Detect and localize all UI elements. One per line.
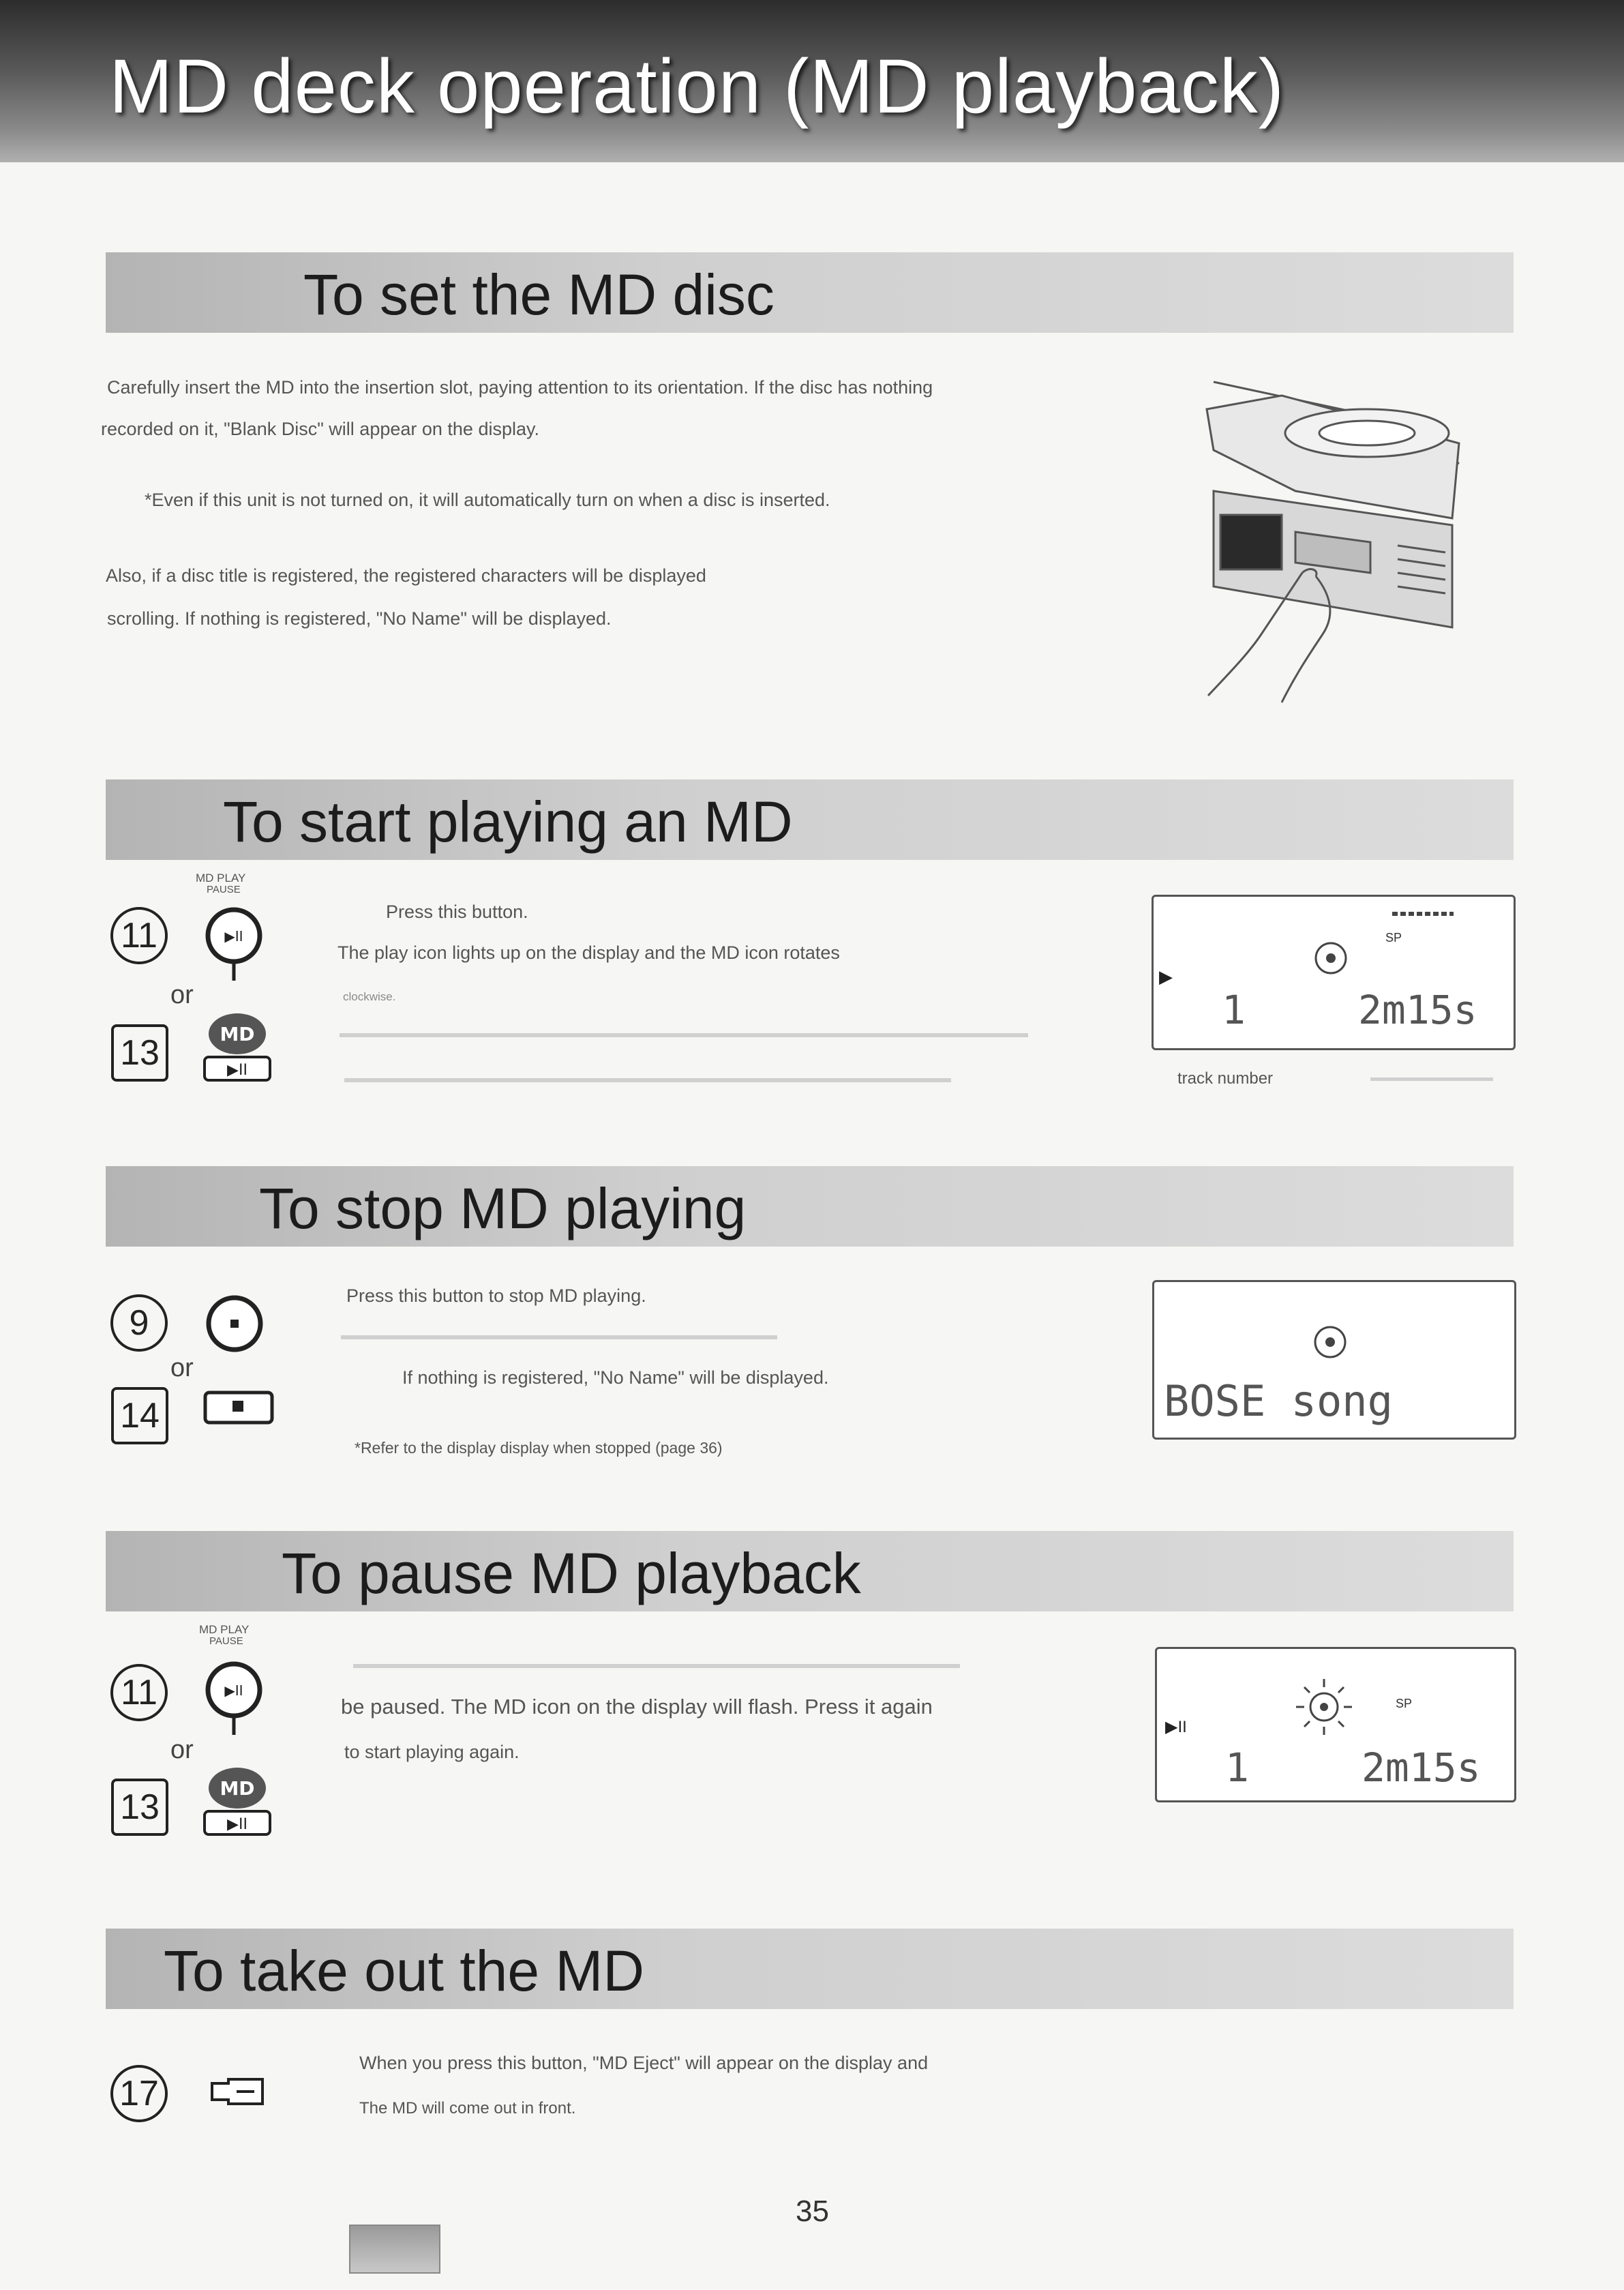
set-disc-text-2: recorded on it, "Blank Disc" will appear on the display.: [101, 419, 539, 439]
ref-number-13: 13: [111, 1024, 168, 1082]
lcd-time: 2m15s: [1362, 1744, 1481, 1791]
section-header-stop: [106, 1166, 1514, 1247]
section-header-eject: [106, 1929, 1514, 2009]
svg-text:▶II: ▶II: [227, 1062, 247, 1079]
ref-number-11: 11: [110, 1664, 168, 1721]
start-text-1: Press this button.: [386, 902, 528, 922]
page-number: 35: [796, 2195, 829, 2228]
section-header-pause: [106, 1531, 1514, 1611]
start-text-2: The play icon lights up on the display and the MD icon rotates: [337, 942, 840, 963]
md-play-pause-button-icon[interactable]: [201, 1659, 267, 1740]
ref-number-13: 13: [111, 1779, 168, 1836]
track-number-caption: track number: [1177, 1069, 1274, 1088]
md-disc-icon: [1310, 938, 1351, 979]
section-heading: To start playing an MD: [223, 790, 793, 854]
lcd-time: 2m15s: [1358, 987, 1477, 1033]
start-text-3: clockwise.: [343, 990, 396, 1003]
section-heading: To take out the MD: [164, 1939, 645, 2003]
illegible-caption: [1370, 1077, 1493, 1081]
remote-md-play-button-icon[interactable]: [199, 1764, 275, 1840]
lcd-disc-title: BOSE song: [1164, 1376, 1393, 1426]
sp-mode-label: SP: [1396, 1697, 1413, 1710]
flashing-md-disc-icon: [1293, 1676, 1355, 1738]
section-header-set-disc: [106, 252, 1514, 333]
section-header-start: [106, 779, 1514, 860]
ref-number-17: 17: [110, 2065, 168, 2122]
remote-stop-button-icon[interactable]: [201, 1387, 276, 1428]
eject-button-icon[interactable]: [208, 2077, 267, 2107]
ref-number-9: 9: [110, 1294, 168, 1352]
pause-text-2: be paused. The MD icon on the display will flash. Press it again: [341, 1695, 933, 1719]
or-label: or: [170, 1736, 194, 1764]
illegible-line: [353, 1664, 960, 1668]
eject-text-1: When you press this button, "MD Eject" will appear on the display and: [359, 2053, 929, 2073]
md-disc-icon: [1310, 1322, 1351, 1363]
play-indicator-icon: ▶: [1159, 966, 1173, 987]
lcd-track-number: 1: [1222, 987, 1246, 1033]
footer-thumbnail: [349, 2225, 440, 2274]
pause-label: PAUSE: [209, 1635, 243, 1647]
md-insert-illustration: [1200, 368, 1473, 709]
lcd-display-paused: [1155, 1647, 1516, 1802]
illegible-line: [344, 1078, 951, 1082]
svg-text:MD: MD: [220, 1777, 255, 1800]
or-label: or: [170, 1354, 194, 1382]
title-banner: [0, 0, 1624, 162]
svg-text:MD: MD: [220, 1023, 255, 1045]
svg-text:▶II: ▶II: [224, 1682, 243, 1699]
pause-indicator-icon: ▶II: [1165, 1718, 1187, 1736]
level-meter: [1392, 912, 1454, 916]
set-disc-note: *Even if this unit is not turned on, it will automatically turn on when a disc is inserted.: [145, 490, 830, 510]
svg-text:▶II: ▶II: [224, 928, 243, 945]
section-heading: To set the MD disc: [303, 263, 775, 327]
lcd-display-playing: [1152, 895, 1516, 1050]
set-disc-text-1: Carefully insert the MD into the insertion slot, paying attention to its orientation. If the disc has nothing: [107, 377, 933, 398]
lcd-display-stopped: [1152, 1280, 1516, 1440]
md-play-label: MD PLAY: [196, 872, 246, 884]
pause-text-3: to start playing again.: [344, 1742, 520, 1762]
svg-text:▶II: ▶II: [227, 1816, 247, 1833]
set-disc-text-3: Also, if a disc title is registered, the registered characters will be displayed: [106, 565, 706, 586]
or-label: or: [170, 981, 194, 1009]
stop-button-icon[interactable]: [203, 1292, 266, 1355]
lcd-track-number: 1: [1225, 1744, 1249, 1791]
stop-text-1: Press this button to stop MD playing.: [346, 1285, 646, 1306]
section-heading: To pause MD playback: [282, 1541, 861, 1605]
md-play-label: MD PLAY: [199, 1623, 250, 1636]
remote-md-play-button-icon[interactable]: [199, 1009, 275, 1086]
sp-mode-label: SP: [1385, 931, 1402, 945]
pause-label: PAUSE: [207, 884, 241, 895]
stop-note: *Refer to the display display when stopped (page 36): [355, 1439, 723, 1457]
section-heading: To stop MD playing: [259, 1176, 747, 1240]
ref-number-14: 14: [111, 1387, 168, 1444]
page-title: MD deck operation (MD playback): [109, 44, 1285, 129]
set-disc-text-4: scrolling. If nothing is registered, "No Name" will be displayed.: [107, 608, 612, 629]
ref-number-11: 11: [110, 907, 168, 964]
eject-text-2: The MD will come out in front.: [359, 2099, 576, 2117]
stop-text-3: If nothing is registered, "No Name" will be displayed.: [402, 1367, 829, 1388]
illegible-line: [340, 1033, 1028, 1037]
md-play-pause-button-icon[interactable]: [201, 904, 267, 986]
illegible-line: [341, 1335, 777, 1339]
